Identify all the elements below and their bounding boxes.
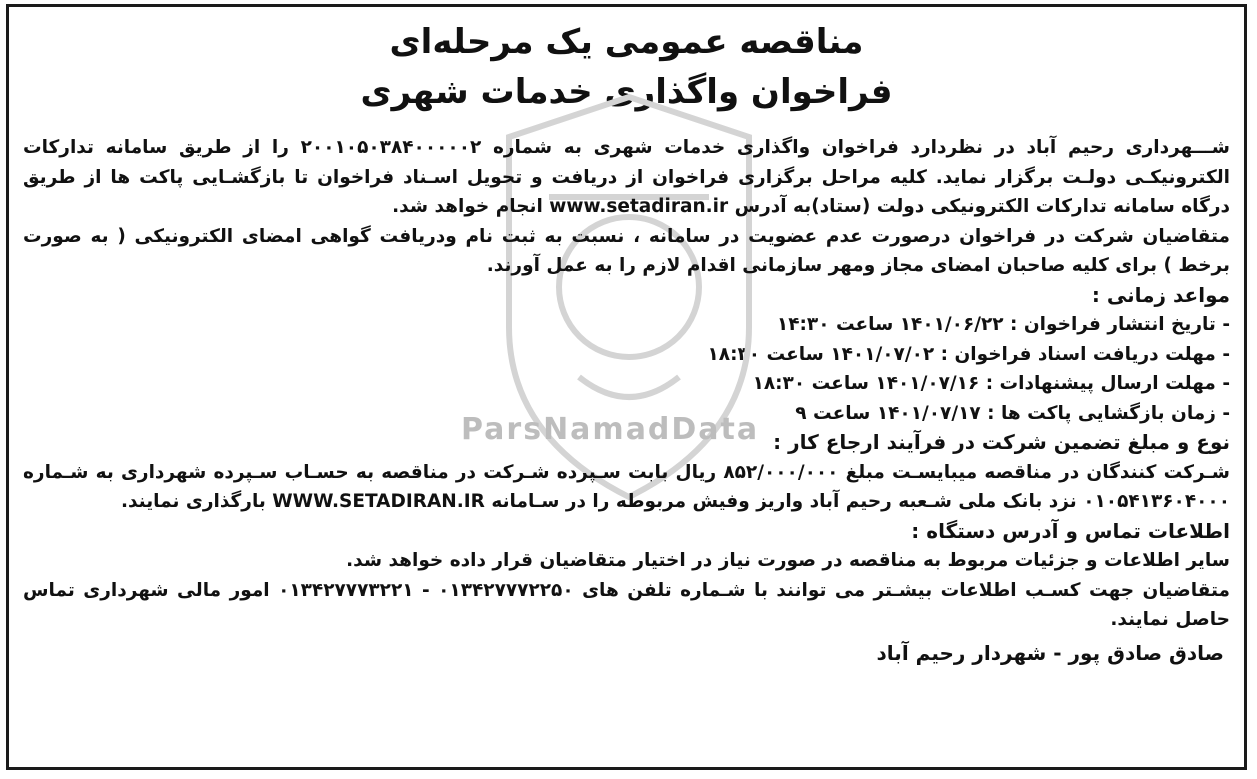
contact-paragraph-phones: متقاضیان جهت کسـب اطلاعات بیشـتر می توانند با شـماره تلفن های ۰۱۳۴۲۷۷۷۲۲۵۰ - ۰۱۳۴۲۷۷۷۳۲۲۱ امور مالی شهرداری تماس حاصل نمایند. [23, 579, 1230, 630]
registration-paragraph: متقاضیان شرکت در فراخوان درصورت عدم عضویت در سامانه ، نسبت به ثبت نام ودریافت گواهی امضای الکترونیکی ( به صورت برخط ) برای کلیه صاحبان امضای مجاز ومهر سازمانی اقدام لازم را به عمل آورند. [23, 225, 1230, 276]
notice-subtitle: فراخوان واگذاری خدمات شهری [360, 72, 893, 112]
watermark-text: ParsNamadData [461, 412, 760, 447]
contact-paragraph-info: سایر اطلاعات و جزئیات مربوط به مناقصه در صورت نیاز در اختیار متقاضیان قرار داده خواهد شد. [346, 550, 1230, 571]
schedule-heading: مواعد زمانی : [1091, 282, 1230, 307]
schedule-item-publish: - تاریخ انتشار فراخوان : ۱۴۰۱/۰۶/۲۲ ساعت ۱۴:۳۰ [776, 314, 1230, 335]
schedule-item-opening: - زمان بازگشایی پاکت ها : ۱۴۰۱/۰۷/۱۷ ساعت ۹ [795, 402, 1230, 424]
tender-notice [6, 4, 1247, 770]
schedule-item-documents: - مهلت دریافت اسناد فراخوان : ۱۴۰۱/۰۷/۰۲ ساعت ۱۸:۳۰ [707, 343, 1230, 365]
intro-paragraph: شـــهرداری رحیم آباد در نظردارد فراخوان واگذاری خدمات شهری به شماره ۲۰۰۱۰۵۰۳۸۴۰۰۰۰۰۲ را از طریق سامانه تدارکات الکترونیکـی دولـت برگزار نماید. کلیه مراحل برگزاری فراخوان از دریافت و تحویل اسـناد فراخوان تا بازگشـایی پاکت ها از طریق درگاه سامانه تدارکات الکترونیکی دولت (ستاد)به آدرس www.setadiran.ir انجام خواهد شد. [23, 137, 1230, 217]
contact-heading: اطلاعات تماس و آدرس دستگاه : [911, 518, 1230, 543]
signature: صادق صادق پور - شهردار رحیم آباد [876, 640, 1224, 665]
schedule-item-proposals: - مهلت ارسال پیشنهادات : ۱۴۰۱/۰۷/۱۶ ساعت ۱۸:۳۰ [752, 373, 1230, 394]
guarantee-paragraph: شـرکت کنندگان در مناقصه میبایسـت مبلغ ۸۵۲/۰۰۰/۰۰۰ ریال بابت سـپرده شـرکت در مناقصه به حسـاب سـپرده شهرداری به شـماره ۰۱۰۵۴۱۳۶۰۴۰۰۰ نزد بانک ملی شـعبه رحیم آباد واریز وفیش مربوطه را در سـامانه WWW.SETADIRAN.IR بارگذاری نمایند. [23, 461, 1230, 512]
title-block [23, 11, 1230, 133]
notice-title: مناقصه عمومی یک مرحله‌ای [389, 22, 864, 62]
guarantee-heading: نوع و مبلغ تضمین شرکت در فرآیند ارجاع کار : [773, 430, 1230, 454]
